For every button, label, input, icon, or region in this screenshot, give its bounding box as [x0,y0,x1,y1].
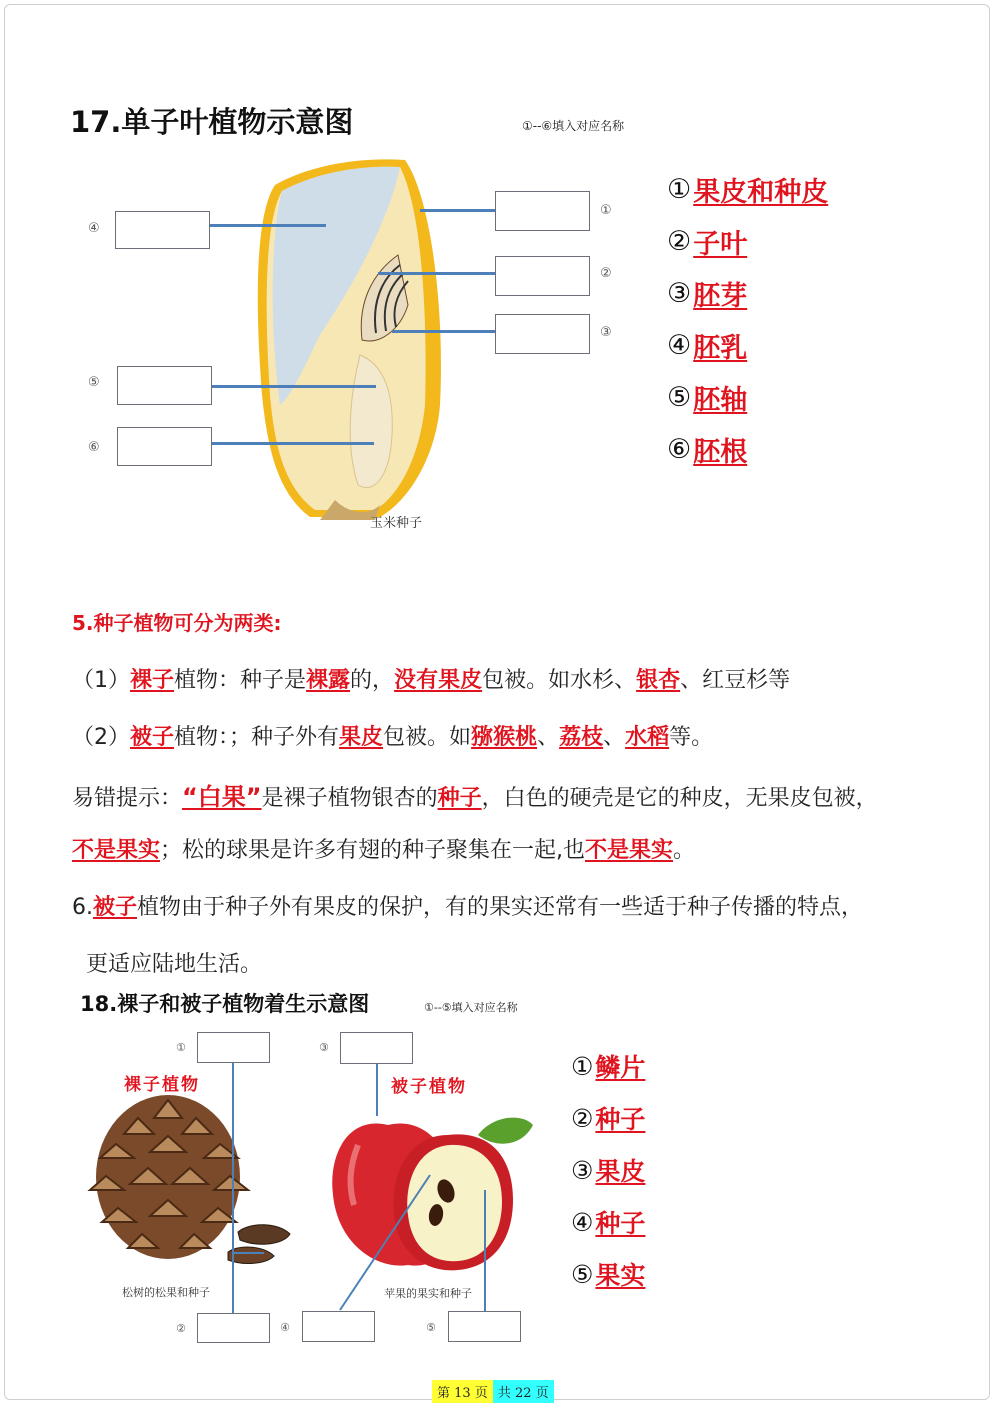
answer-num: ⑤ [571,1259,594,1289]
answer17-3 [667,274,747,313]
answer17-6 [667,430,747,469]
keyword: 裸露 [306,668,351,693]
text: （2） [72,725,130,750]
marker18-4: ④ [280,1321,290,1334]
answer-text: 胚轴 [693,385,748,416]
answer-num: ③ [667,278,692,309]
footer-text: 页 [535,1386,549,1401]
text: 6. [72,895,93,920]
blank18-box-4[interactable] [302,1311,375,1342]
keyword: 不是果实 [585,838,674,863]
leader18-line-1 [232,1063,234,1315]
text: 的， [350,668,395,693]
corn-seed-caption: 玉米种子 [370,516,423,531]
answer17-1 [667,170,828,209]
answer-text: 鳞片 [595,1053,646,1082]
section5-line2 [72,720,713,751]
blank-box-3[interactable] [495,314,590,354]
marker-5: ⑤ [88,375,100,390]
section6-line2: 更适应陆地生活。 [86,952,263,977]
answer-text: 果皮和种皮 [693,177,829,208]
section18-title: 18.裸子和被子植物着生示意图 [80,992,370,1016]
marker-2: ② [600,266,612,281]
page-footer [432,1380,554,1403]
marker-3: ③ [600,325,612,340]
answer-num: ⑤ [667,382,692,413]
blank18-box-1[interactable] [197,1032,270,1063]
leader-line-6 [212,442,374,445]
answer17-2 [667,222,747,261]
answer-text: 种子 [595,1105,646,1134]
footer-total-pages [493,1380,554,1403]
answer-num: ① [571,1051,594,1081]
blank-box-4[interactable] [115,211,210,249]
blank18-box-3[interactable] [340,1032,413,1064]
text: 植物：；种子外有 [174,725,340,750]
answer-text: 果皮 [595,1157,646,1186]
text: 、 [537,725,560,750]
section5-title: 5.种子植物可分为两类: [72,611,282,635]
answer-num: ② [667,226,692,257]
answer-num: ① [667,174,692,205]
answer-text: 种子 [595,1209,646,1238]
keyword: 水稻 [625,725,670,750]
footer-current-page [432,1380,493,1403]
answer-text: 胚乳 [693,333,748,364]
leader18-line-2 [234,1252,264,1254]
keyword: 被子 [93,895,138,920]
answer17-4 [667,326,747,365]
blank-box-6[interactable] [117,427,212,466]
keyword: 荔枝 [559,725,604,750]
answer-num: ② [571,1103,594,1133]
blank-box-2[interactable] [495,256,590,296]
leader-line-5 [212,385,376,388]
blank18-box-5[interactable] [448,1311,521,1342]
marker18-5: ⑤ [426,1321,436,1334]
text: 包被。如 [383,725,472,750]
footer-text: 页 [474,1386,488,1401]
answer-text: 果实 [595,1261,646,1290]
text: ；松的球果是许多有翅的种子聚集在一起,也 [160,838,586,863]
keyword: 种子 [437,786,482,811]
text: 植物由于种子外有果皮的保护，有的果实还常有一些适于种子传播的特点， [137,895,864,920]
answer-num: ③ [571,1155,594,1185]
footer-text: 共 [497,1386,511,1401]
leader18-line-3 [376,1064,378,1116]
answer-text: 子叶 [693,229,748,260]
section6-line1 [72,890,863,921]
answer-text: 胚根 [693,437,748,468]
blank-box-1[interactable] [495,191,590,231]
page-number: 13 [454,1386,471,1401]
keyword: 猕猴桃 [471,725,538,750]
keyword: 银杏 [636,668,681,693]
text: 易错提示： [72,786,183,811]
text: 等。 [669,725,714,750]
marker18-1: ① [176,1041,186,1054]
keyword: “白果” [182,783,262,811]
angiosperm-label: 被子植物 [391,1077,467,1097]
answer17-5 [667,378,747,417]
leader-line-1 [420,209,495,212]
text: 。 [673,838,696,863]
text: 、红豆杉等 [680,668,791,693]
marker18-3: ③ [319,1041,329,1054]
leader-line-4 [210,224,326,227]
apple-caption: 苹果的果实和种子 [384,1287,472,1300]
answer-num: ④ [667,330,692,361]
answer-num: ④ [571,1207,594,1237]
footer-text: 第 [437,1386,451,1401]
section17-note: ①--⑥填入对应名称 [522,119,625,133]
text: 是裸子植物银杏的 [261,786,438,811]
answer-num: ⑥ [667,434,692,465]
marker-4: ④ [88,221,100,236]
answer18-1 [571,1048,645,1084]
answer-text: 胚芽 [693,281,748,312]
text: 、 [603,725,626,750]
section5-line1 [72,663,790,694]
leader18-line-4 [330,1170,440,1315]
blank18-box-2[interactable] [197,1313,270,1343]
pine-caption: 松树的松果和种子 [122,1286,210,1299]
marker-6: ⑥ [88,440,100,455]
leader-line-3 [392,330,495,333]
leader18-line-5 [484,1190,486,1311]
marker-1: ① [600,203,612,218]
answer18-5 [571,1256,645,1292]
marker18-2: ② [176,1322,186,1335]
answer18-2 [571,1100,645,1136]
section5-line4 [72,833,695,864]
keyword: 果皮 [339,725,384,750]
total-pages: 22 [515,1386,532,1401]
keyword: 没有果皮 [394,668,483,693]
keyword: 不是果实 [72,838,161,863]
text: （1） [72,668,130,693]
leader-line-2 [378,272,495,275]
blank-box-5[interactable] [117,366,212,405]
gymnosperm-label: 裸子植物 [124,1075,200,1095]
keyword: 裸子 [130,668,175,693]
text: 植物：种子是 [174,668,307,693]
section18-note: ①--⑤填入对应名称 [424,1001,518,1014]
answer18-4 [571,1204,645,1240]
answer18-3 [571,1152,645,1188]
section5-line3 [72,777,878,812]
keyword: 被子 [130,725,175,750]
text: 包被。如水杉、 [482,668,637,693]
section17-title: 17.单子叶植物示意图 [70,105,354,139]
pine-cone-illustration [78,1092,298,1272]
text: ，白色的硬壳是它的种皮，无果皮包被， [481,786,878,811]
